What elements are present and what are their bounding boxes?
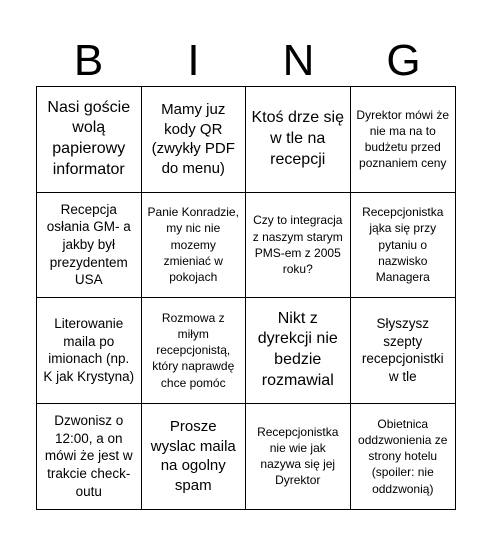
bingo-cell-6[interactable] (142, 193, 247, 299)
bingo-cell-text: Panie Konradzie, my nic nie mozemy zmieniać w pokojach (147, 205, 239, 285)
bingo-cell-10[interactable] (142, 298, 247, 404)
bingo-cell-16[interactable] (351, 404, 456, 510)
bingo-cell-2[interactable] (142, 87, 247, 193)
header-letter-i: I (187, 36, 200, 85)
bingo-cell-11[interactable] (246, 298, 351, 404)
bingo-cell-text: Nasi goście wolą papierowy informator (47, 98, 131, 179)
bingo-cell-15[interactable] (246, 404, 351, 510)
bingo-cell-7[interactable] (246, 193, 351, 299)
bingo-cell-text: Recepcjonistka nie wie jak nazywa się jej Dyrektor (257, 424, 339, 488)
header-letter-b: B (73, 36, 104, 85)
bingo-cell-text: Dzwonisz o 12:00, a on mówi że jest w trakcie check-outu (44, 413, 133, 499)
bingo-cell-text: Mamy juz kody QR (zwykły PDF do menu) (151, 101, 235, 177)
bingo-cell-13[interactable] (37, 404, 142, 510)
bingo-cell-12[interactable] (351, 298, 456, 404)
bingo-cell-text: Obietnica oddzwonienia ze strony hotelu (spoiler: nie oddzwonią) (358, 416, 448, 496)
bingo-cell-text: Nikt z dyrekcji nie bedzie rozmawial (257, 309, 338, 390)
bingo-cell-text: Rozmowa z miłym recepcjonistą, który naprawdę chce pomóc (152, 310, 235, 390)
bingo-cell-text: Recepcjonistka jąka się przy pytaniu o nazwisko Managera (362, 205, 444, 285)
bingo-cell-text: Recepcja osłania GM- a jakby był prezydentem USA (46, 201, 131, 288)
bingo-cell-4[interactable] (351, 87, 456, 193)
bingo-cell-3[interactable] (246, 87, 351, 193)
header-letter-n: N (282, 36, 315, 85)
bingo-cell-14[interactable] (142, 404, 247, 510)
bingo-cell-8[interactable] (351, 193, 456, 299)
bingo-cell-text: Dyrektor mówi że nie ma na to budżetu przed poznaniem ceny (356, 107, 450, 171)
bingo-cell-text: Ktoś drze się w tle na recepcji (251, 109, 344, 168)
bingo-cell-5[interactable] (37, 193, 142, 299)
bingo-cell-text: Słyszysz szepty recepcjonistki w tle (361, 316, 444, 384)
bingo-header (36, 36, 456, 86)
bingo-cell-9[interactable] (37, 298, 142, 404)
header-letter-g: G (386, 36, 421, 85)
bingo-cell-text: Czy to integracja z naszym starym PMS-em z 2005 roku? (252, 213, 343, 276)
bingo-grid (36, 86, 456, 510)
bingo-cell-text: Prosze wyslac maila na ogolny spam (150, 418, 236, 494)
bingo-cell-1[interactable] (37, 87, 142, 193)
bingo-cell-text: Literowanie maila po imionach (np. K jak Krystyna) (43, 316, 135, 384)
